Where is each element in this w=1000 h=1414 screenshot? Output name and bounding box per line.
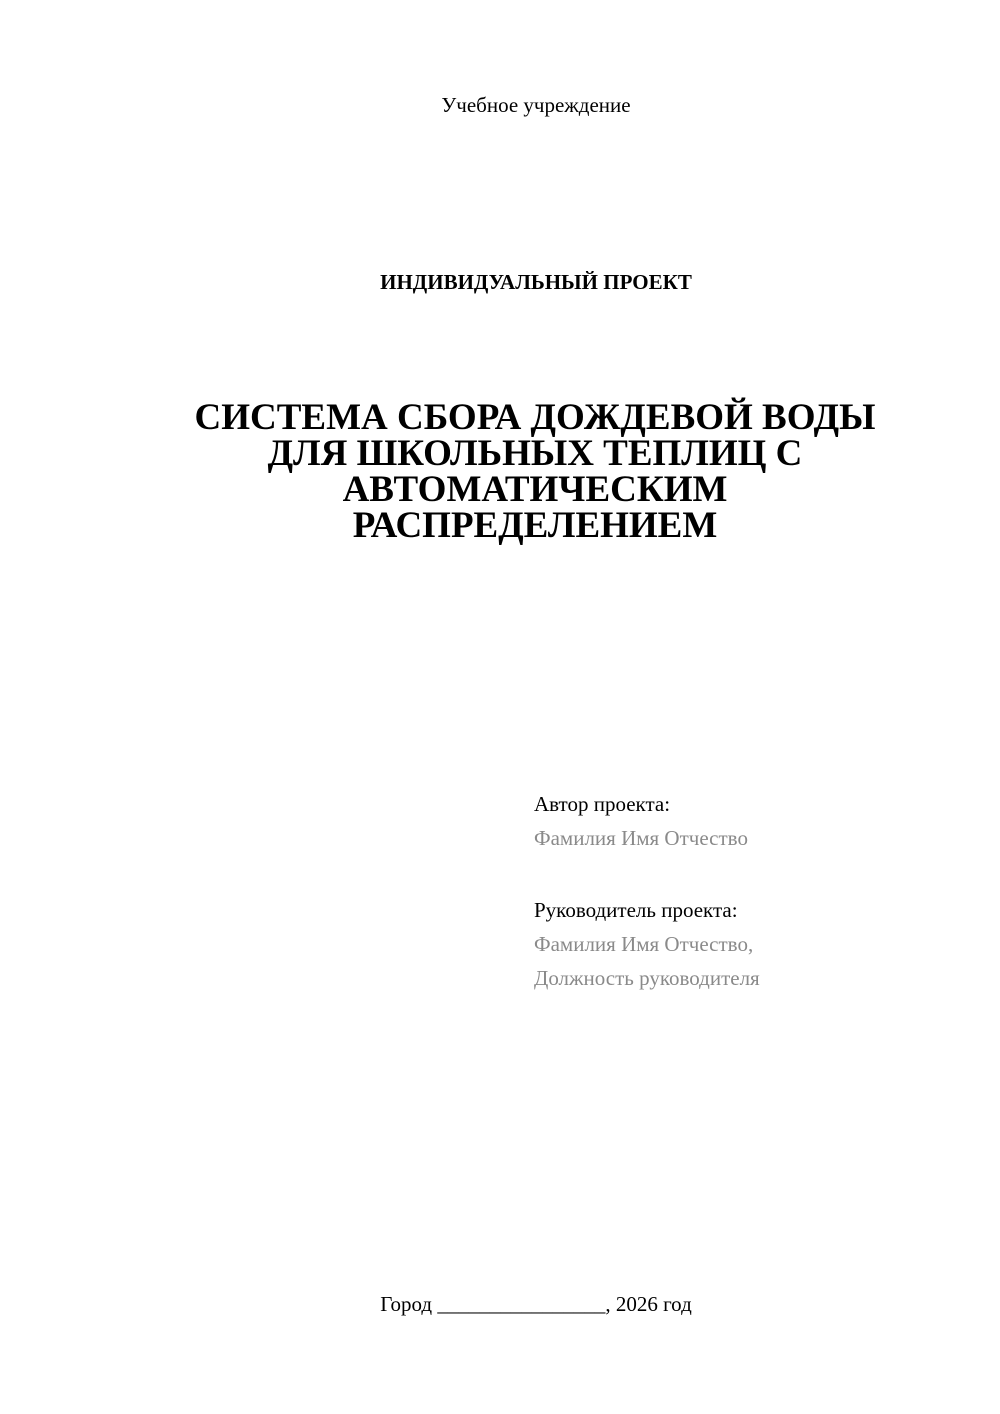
- project-title-line: РАСПРЕДЕЛЕНИЕМ: [352, 505, 718, 546]
- project-title-line: СИСТЕМА СБОРА ДОЖДЕВОЙ ВОДЫ: [194, 397, 876, 438]
- supervisor-block: [534, 893, 974, 995]
- year-text: , 2026 год: [605, 1292, 692, 1316]
- author-label: Автор проекта:: [534, 792, 671, 816]
- author-name-placeholder: Фамилия Имя Отчество: [534, 826, 748, 850]
- project-title-line: ДЛЯ ШКОЛЬНЫХ ТЕПЛИЦ С: [267, 433, 803, 474]
- author-block: [534, 787, 974, 855]
- city-blank: ________________: [437, 1292, 606, 1316]
- institution-name: Учебное учреждение: [441, 93, 631, 117]
- supervisor-name-placeholder: Фамилия Имя Отчество,: [534, 932, 754, 956]
- project-title: [150, 397, 920, 546]
- city-label: Город: [380, 1292, 433, 1316]
- supervisor-position-placeholder: Должность руководителя: [534, 966, 760, 990]
- supervisor-label: Руководитель проекта:: [534, 898, 738, 922]
- project-title-line: АВТОМАТИЧЕСКИМ: [342, 469, 728, 510]
- city-year-line: [0, 1290, 1000, 1318]
- project-type-heading: ИНДИВИДУАЛЬНЫЙ ПРОЕКТ: [380, 270, 692, 294]
